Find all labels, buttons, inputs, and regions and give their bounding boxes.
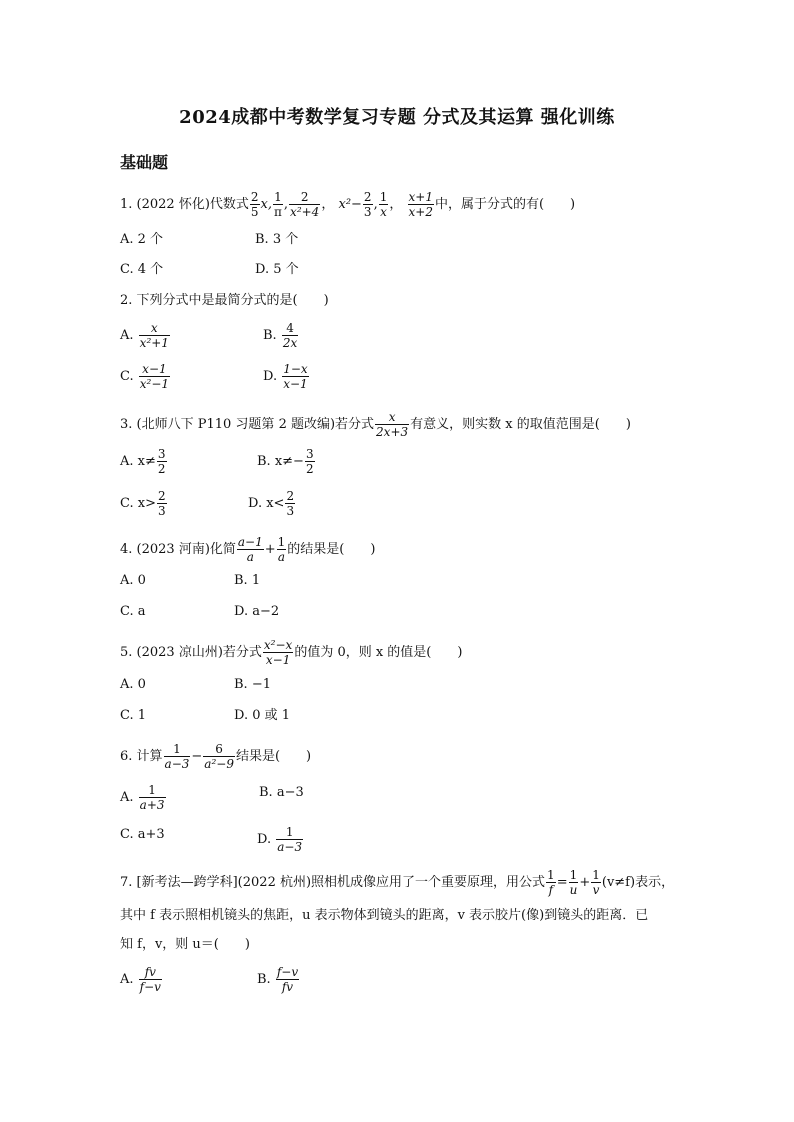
q2-option-a[interactable]: A. $\frac{x}{\text{x²+1}}$	[120, 321, 169, 350]
question-4: 4. (2023 河南)化简 $\frac{a-1}{a}$ + $\frac{1}{a}$ 的结果是( )	[120, 535, 376, 564]
q1-option-d[interactable]: D. 5 个	[255, 262, 299, 277]
question-2: 2. 下列分式中是最简分式的是( )	[120, 293, 329, 308]
q1-fraction-2: $\frac{1}{\pi}$	[274, 190, 282, 219]
q3-option-b[interactable]: B. x≠− $\frac{3}{2}$	[257, 447, 314, 476]
section-heading: 基础题	[120, 153, 169, 172]
q1-fraction-4: $\frac{2}{3}$	[363, 190, 372, 219]
q1-fraction-3: $\frac{2}{\text{x²+4}}$	[290, 190, 320, 219]
q1-option-b[interactable]: B. 3 个	[255, 232, 299, 247]
q5-option-d[interactable]: D. 0 或 1	[234, 708, 291, 723]
q4-option-d[interactable]: D. a−2	[234, 604, 280, 619]
question-7-line-2: 其中 f 表示照相机镜头的焦距，u 表示物体到镜头的距离，v 表示胶片(像)到镜头的距离．已	[120, 908, 649, 923]
q1-fraction-6: $\frac{x+1}{x+2}$	[408, 190, 433, 219]
question-5: 5. (2023 凉山州)若分式 $\frac{\text{x²−x}}{x-1}$ 的值为 0，则 x 的值是( )	[120, 638, 463, 667]
q5-option-c[interactable]: C. 1	[120, 708, 147, 723]
q6-option-d[interactable]: D. $\frac{1}{a-3}$	[257, 825, 303, 854]
q3-option-d[interactable]: D. x< $\frac{2}{3}$	[248, 489, 295, 518]
q1-option-a[interactable]: A. 2 个	[120, 232, 164, 247]
page-title: 2024成都中考数学复习专题 分式及其运算 强化训练	[179, 107, 615, 128]
q6-option-b[interactable]: B. a−3	[259, 785, 304, 800]
q1-fraction-5: $\frac{1}{x}$	[379, 190, 388, 219]
q2-option-d[interactable]: D. $\frac{1-x}{x-1}$	[263, 362, 308, 391]
q4-option-b[interactable]: B. 1	[234, 573, 261, 588]
q3-fraction: $\frac{x}{2x+3}$	[376, 410, 409, 439]
q2-option-c[interactable]: C. $\frac{x-1}{\text{x²−1}}$	[120, 362, 170, 391]
q7-option-a[interactable]: A. $\frac{fv}{f-v}$	[120, 965, 161, 994]
q1-prefix: 1. (2022 怀化)代数式	[120, 197, 249, 212]
q7-option-b[interactable]: B. $\frac{f-v}{fv}$	[257, 965, 299, 994]
q4-option-a[interactable]: A. 0	[120, 573, 146, 588]
question-7-line-3: 知 f，v，则 u＝( )	[120, 937, 250, 952]
q2-option-b[interactable]: B. $\frac{4}{2x}$	[263, 321, 298, 350]
q5-option-b[interactable]: B. −1	[234, 677, 271, 692]
question-3: 3. (北师八下 P110 习题第 2 题改编)若分式 $\frac{x}{2x+3}$ 有意义，则实数 x 的取值范围是( )	[120, 410, 631, 439]
q5-option-a[interactable]: A. 0	[120, 677, 146, 692]
q1-option-c[interactable]: C. 4 个	[120, 262, 164, 277]
question-6: 6. 计算 $\frac{1}{a-3}$ − $\frac{6}{\text{a²−9}}$ 结果是( )	[120, 742, 312, 771]
q6-option-c[interactable]: C. a+3	[120, 827, 165, 842]
question-7: 7. [新考法—跨学科](2022 杭州)照相机成像应用了一个重要原理，用公式 $\frac{1}{f}$ = $\frac{1}{u}$ + $\frac{1}{v}$ (v≠f)表示，	[120, 868, 675, 897]
q6-option-a[interactable]: A. $\frac{1}{a+3}$	[120, 783, 165, 812]
q1-fraction-1: $\frac{2}{5}$	[250, 190, 259, 219]
q3-option-c[interactable]: C. x> $\frac{2}{3}$	[120, 489, 166, 518]
q3-option-a[interactable]: A. x≠ $\frac{3}{2}$	[120, 447, 166, 476]
question-1: 1. (2022 怀化)代数式 $\frac{2}{5}$ x, $\frac{1}{\pi}$ , $\frac{2}{\text{x²+4}}$ ， x²− $\frac{2}{3}$ , $\frac{1}{x}$ ， $\frac{x+1}{x+2}$ 中，属于分式的有( )	[120, 190, 576, 219]
q4-option-c[interactable]: C. a	[120, 604, 146, 619]
